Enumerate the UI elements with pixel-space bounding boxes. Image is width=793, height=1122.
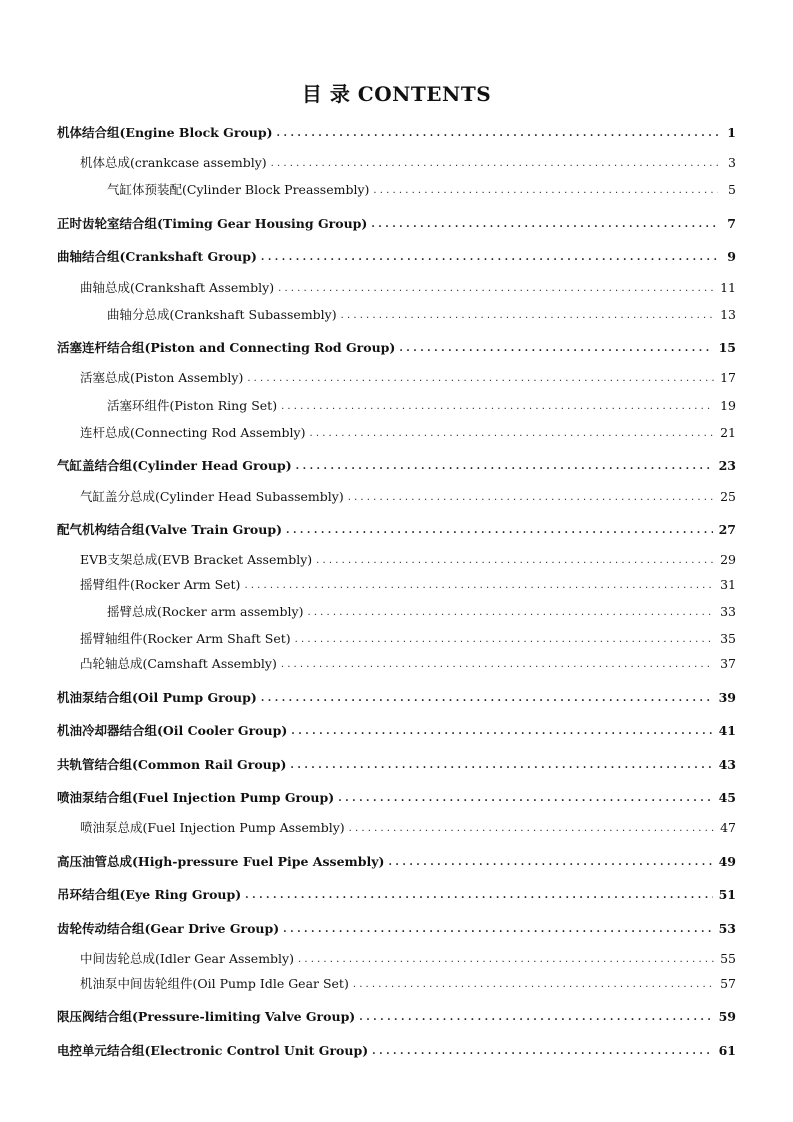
toc-entry[interactable] (57, 1042, 736, 1060)
toc-entry-title: 喷油泵结合组(Fuel Injection Pump Group) (57, 790, 335, 805)
toc-entry[interactable] (80, 488, 736, 506)
toc-entry-title: 气缸体预装配(Cylinder Block Preassembly) (107, 182, 370, 197)
toc-entry-page-number: 35 (720, 631, 736, 646)
toc-entry[interactable] (57, 853, 736, 871)
toc-entry-page-number: 3 (728, 155, 736, 170)
toc-entry-page-number: 15 (718, 340, 736, 355)
toc-entry-title: 共轨管结合组(Common Rail Group) (57, 757, 287, 772)
toc-entry-title: 活塞总成(Piston Assembly) (80, 370, 244, 385)
toc-entry-page-number: 9 (727, 249, 736, 264)
toc-entry[interactable] (80, 424, 736, 442)
toc-entry-title: EVB支架总成(EVB Bracket Assembly) (80, 552, 313, 567)
dot-leader (307, 604, 714, 622)
dot-leader (388, 854, 712, 872)
toc-entry[interactable] (57, 215, 736, 233)
toc-entry-page-number: 51 (718, 887, 736, 902)
toc-entry[interactable] (57, 124, 736, 142)
toc-entry-page-number: 43 (718, 757, 736, 772)
toc-entry-page-number: 55 (720, 951, 736, 966)
toc-entry-title: 连杆总成(Connecting Rod Assembly) (80, 425, 306, 440)
toc-entry-page-number: 33 (720, 604, 736, 619)
toc-entry-page-number: 17 (720, 370, 736, 385)
toc-entry[interactable] (107, 397, 736, 415)
dot-leader (277, 125, 718, 143)
toc-entry-title: 吊环结合组(Eye Ring Group) (57, 887, 242, 902)
toc-entry[interactable] (80, 279, 736, 297)
toc-entry[interactable] (80, 819, 736, 837)
dot-leader (349, 820, 714, 838)
toc-entry-page-number: 41 (718, 723, 736, 738)
toc-entry-title: 机油泵结合组(Oil Pump Group) (57, 690, 257, 705)
toc-entry-page-number: 49 (718, 854, 736, 869)
toc-entry-title: 活塞环组件(Piston Ring Set) (107, 398, 278, 413)
toc-entry[interactable] (57, 248, 736, 266)
toc-entry-title: 活塞连杆结合组(Piston and Connecting Rod Group) (57, 340, 396, 355)
toc-entry-page-number: 47 (720, 820, 736, 835)
dot-leader (309, 425, 714, 443)
toc-entry[interactable] (57, 756, 736, 774)
toc-entry-title: 摇臂总成(Rocker arm assembly) (107, 604, 304, 619)
toc-entry-page-number: 23 (718, 458, 736, 473)
toc-entry-page-number: 29 (720, 552, 736, 567)
toc-entry-title: 摇臂组件(Rocker Arm Set) (80, 577, 241, 592)
toc-entry-page-number: 53 (718, 921, 736, 936)
dot-leader (281, 398, 714, 416)
toc-entry-page-number: 13 (720, 307, 736, 322)
toc-entry-title: 限压阀结合组(Pressure-limiting Valve Group) (57, 1009, 356, 1024)
dot-leader (245, 887, 712, 905)
toc-entry-title: 机油泵中间齿轮组件(Oil Pump Idle Gear Set) (80, 976, 349, 991)
toc-entry[interactable] (57, 789, 736, 807)
dot-leader (261, 249, 718, 267)
dot-leader (296, 458, 713, 476)
toc-entry-title: 电控单元结合组(Electronic Control Unit Group) (57, 1043, 369, 1058)
toc-entry-title: 机油冷却器结合组(Oil Cooler Group) (57, 723, 288, 738)
dot-leader (286, 522, 713, 540)
toc-entry-page-number: 1 (727, 125, 736, 140)
toc-entry-page-number: 39 (718, 690, 736, 705)
dot-leader (271, 155, 718, 173)
toc-entry-page-number: 37 (720, 656, 736, 671)
toc-entry-title: 机体总成(crankcase assembly) (80, 155, 267, 170)
toc-entry-page-number: 45 (718, 790, 736, 805)
dot-leader (353, 976, 714, 994)
toc-entry[interactable] (57, 521, 736, 539)
dot-leader (247, 370, 714, 388)
toc-entry-page-number: 7 (727, 216, 736, 231)
toc-entry-page-number: 5 (728, 182, 736, 197)
toc-entry-page-number: 19 (720, 398, 736, 413)
toc-entry-title: 配气机构结合组(Valve Train Group) (57, 522, 282, 537)
toc-entry-title: 气缸盖结合组(Cylinder Head Group) (57, 458, 292, 473)
page-title: 目 录 CONTENTS (301, 82, 492, 106)
toc-entry[interactable] (57, 920, 736, 938)
toc-entry[interactable] (107, 306, 736, 324)
toc-entry[interactable] (80, 576, 736, 594)
toc-entry[interactable] (80, 950, 736, 968)
toc-entry-title: 高压油管总成(High-pressure Fuel Pipe Assembly) (57, 854, 385, 869)
toc-entry[interactable] (107, 181, 736, 199)
dot-leader (371, 216, 718, 234)
toc-entry-page-number: 59 (718, 1009, 736, 1024)
dot-leader (359, 1009, 712, 1027)
toc-entry-title: 凸轮轴总成(Camshaft Assembly) (80, 656, 277, 671)
dot-leader (298, 951, 714, 969)
dot-leader (348, 489, 714, 507)
toc-entry-title: 正时齿轮室结合组(Timing Gear Housing Group) (57, 216, 368, 231)
toc-entry-title: 曲轴分总成(Crankshaft Subassembly) (107, 307, 337, 322)
dot-leader (244, 577, 714, 595)
dot-leader (281, 656, 714, 674)
dot-leader (261, 690, 713, 708)
dot-leader (373, 182, 718, 200)
dot-leader (399, 340, 712, 358)
toc-entry[interactable] (80, 655, 736, 673)
toc-entry-title: 曲轴结合组(Crankshaft Group) (57, 249, 257, 264)
toc-entry[interactable] (80, 369, 736, 387)
toc-entry-page-number: 25 (720, 489, 736, 504)
toc-entry[interactable] (107, 603, 736, 621)
toc-entry[interactable] (57, 689, 736, 707)
toc-entry-page-number: 57 (720, 976, 736, 991)
toc-entry[interactable] (80, 975, 736, 993)
toc-entry[interactable] (57, 722, 736, 740)
toc-entry-title: 中间齿轮总成(Idler Gear Assembly) (80, 951, 294, 966)
toc-entry[interactable] (57, 339, 736, 357)
dot-leader (291, 723, 712, 741)
toc-entry[interactable] (57, 1008, 736, 1026)
dot-leader (290, 757, 712, 775)
toc-entry[interactable] (80, 154, 736, 172)
dot-leader (278, 280, 714, 298)
toc-entry[interactable] (80, 551, 736, 569)
dot-leader (338, 790, 712, 808)
toc-entry-page-number: 61 (718, 1043, 736, 1058)
toc-entry-title: 曲轴总成(Crankshaft Assembly) (80, 280, 275, 295)
dot-leader (341, 307, 714, 325)
toc-entry-title: 气缸盖分总成(Cylinder Head Subassembly) (80, 489, 344, 504)
toc-entry[interactable] (57, 886, 736, 904)
dot-leader (372, 1043, 712, 1061)
toc-entry-title: 摇臂轴组件(Rocker Arm Shaft Set) (80, 631, 291, 646)
toc-entry-title: 喷油泵总成(Fuel Injection Pump Assembly) (80, 820, 345, 835)
toc-entry-page-number: 31 (720, 577, 736, 592)
toc-entry-page-number: 11 (720, 280, 736, 295)
dot-leader (316, 552, 714, 570)
toc-entry[interactable] (80, 630, 736, 648)
dot-leader (283, 921, 712, 939)
toc-entry-page-number: 27 (718, 522, 736, 537)
toc-entry-title: 齿轮传动结合组(Gear Drive Group) (57, 921, 280, 936)
toc-entry-title: 机体结合组(Engine Block Group) (57, 125, 273, 140)
toc-entry[interactable] (57, 457, 736, 475)
dot-leader (295, 631, 714, 649)
toc-entry-page-number: 21 (720, 425, 736, 440)
